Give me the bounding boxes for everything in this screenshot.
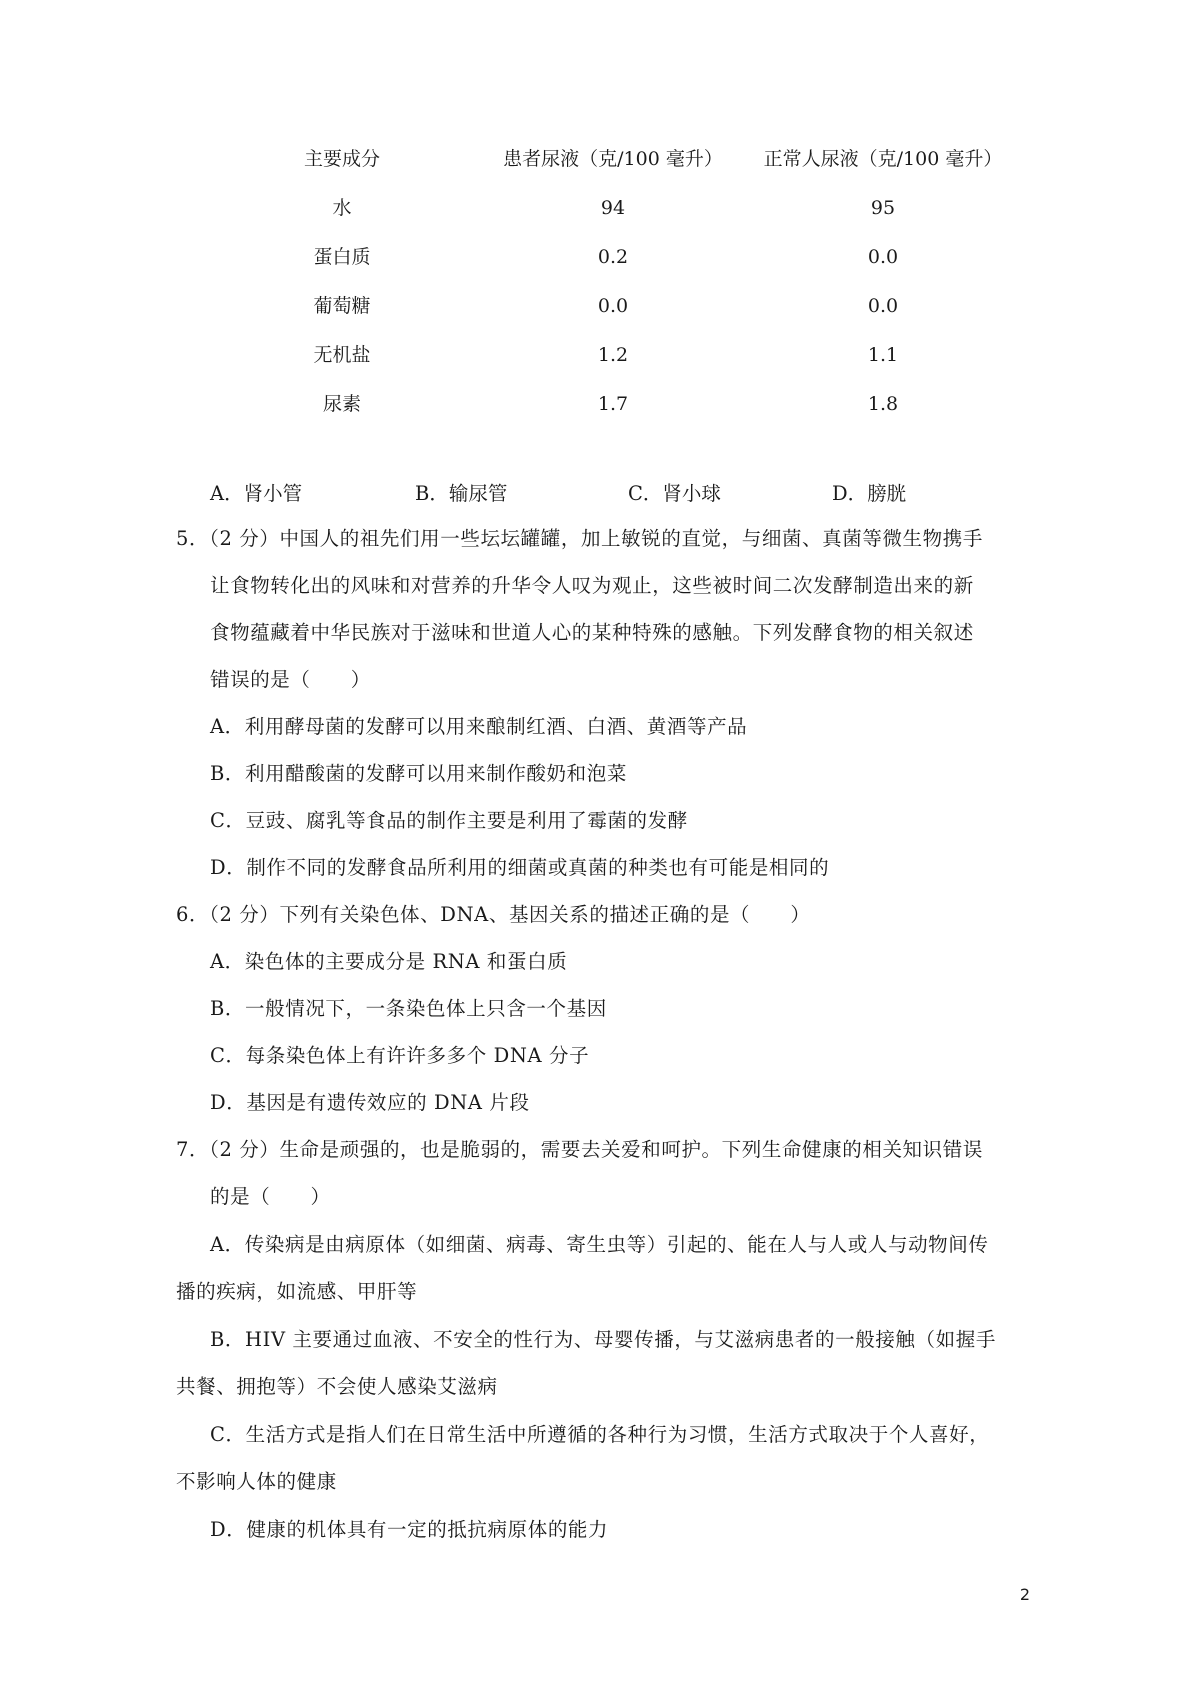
- table-cell: 葡萄糖: [313, 295, 371, 317]
- q6-option-a: A．染色体的主要成分是 RNA 和蛋白质: [210, 950, 568, 973]
- q6-option-c: C．每条染色体上有许许多多个 DNA 分子: [210, 1044, 590, 1067]
- table-cell: 0.0: [867, 246, 899, 268]
- table-header-cell: 正常人尿液（克/100 毫升）: [763, 148, 1003, 170]
- table-cell: 水: [332, 197, 352, 219]
- q4-option-c: C．肾小球: [628, 482, 721, 505]
- table-cell: 1.7: [597, 393, 629, 415]
- q7-option-b: B．HIV 主要通过血液、不安全的性行为、母婴传播，与艾滋病患者的一般接触（如握手: [210, 1328, 996, 1351]
- table-header-cell: 主要成分: [303, 148, 381, 170]
- q6-option-b: B．一般情况下，一条染色体上只含一个基因: [210, 997, 607, 1020]
- q7-option-a-cont: 播的疾病，如流感、甲肝等: [176, 1280, 418, 1303]
- q5-stem-line: 5．（2 分）中国人的祖先们用一些坛坛罐罐，加上敏锐的直觉，与细菌、真菌等微生物携手: [176, 527, 983, 550]
- table-cell: 1.8: [867, 393, 899, 415]
- table-cell: 1.2: [597, 344, 629, 366]
- table-row: [200, 293, 1040, 342]
- q7-option-c-cont: 不影响人体的健康: [176, 1470, 337, 1493]
- table-row: [200, 391, 1040, 440]
- table-header-cell: 患者尿液（克/100 毫升）: [503, 148, 723, 170]
- q7-option-d: D．健康的机体具有一定的抵抗病原体的能力: [210, 1518, 609, 1541]
- urine-composition-table: [200, 146, 1040, 440]
- q4-option-a: A．肾小管: [210, 482, 303, 505]
- table-cell: 95: [870, 197, 896, 219]
- table-cell: 0.0: [597, 295, 629, 317]
- table-cell: 尿素: [322, 393, 362, 415]
- q4-option-b: B．输尿管: [415, 482, 508, 505]
- q6-option-d: D．基因是有遗传效应的 DNA 片段: [210, 1091, 530, 1114]
- q7-stem-line: 7．（2 分）生命是顽强的，也是脆弱的，需要去关爱和呵护。下列生命健康的相关知识错误: [176, 1138, 983, 1161]
- q6-stem-line: 6．（2 分）下列有关染色体、DNA、基因关系的描述正确的是（ ）: [176, 903, 811, 926]
- table-cell: 1.1: [867, 344, 899, 366]
- q5-option-b: B．利用醋酸菌的发酵可以用来制作酸奶和泡菜: [210, 762, 627, 785]
- q5-option-d: D．制作不同的发酵食品所利用的细菌或真菌的种类也有可能是相同的: [210, 856, 830, 879]
- q4-option-d: D．膀胱: [832, 482, 907, 505]
- table-cell: 0.2: [597, 246, 629, 268]
- q7-option-c: C．生活方式是指人们在日常生活中所遵循的各种行为习惯，生活方式取决于个人喜好，: [210, 1423, 990, 1446]
- q5-stem-line: 错误的是（ ）: [210, 668, 371, 691]
- q7-stem-line: 的是（ ）: [210, 1185, 331, 1208]
- table-row: [200, 195, 1040, 244]
- q5-stem-line: 让食物转化出的风味和对营养的升华令人叹为观止，这些被时间二次发酵制造出来的新: [210, 574, 974, 597]
- table-row: [200, 342, 1040, 391]
- table-cell: 蛋白质: [313, 246, 371, 268]
- q5-option-a: A．利用酵母菌的发酵可以用来酿制红酒、白酒、黄酒等产品: [210, 715, 748, 738]
- table-row: [200, 244, 1040, 293]
- table-header-row: [200, 146, 1040, 195]
- q7-option-b-cont: 共餐、拥抱等）不会使人感染艾滋病: [176, 1375, 498, 1398]
- q5-option-c: C．豆豉、腐乳等食品的制作主要是利用了霉菌的发酵: [210, 809, 688, 832]
- table-cell: 94: [600, 197, 626, 219]
- q4-options: [210, 481, 1030, 507]
- page-number: 2: [1019, 1585, 1030, 1604]
- table-cell: 无机盐: [313, 344, 371, 366]
- table-cell: 0.0: [867, 295, 899, 317]
- q5-stem-line: 食物蕴藏着中华民族对于滋味和世道人心的某种特殊的感触。下列发酵食物的相关叙述: [210, 621, 974, 644]
- q7-option-a: A．传染病是由病原体（如细菌、病毒、寄生虫等）引起的、能在人与人或人与动物间传: [210, 1233, 989, 1256]
